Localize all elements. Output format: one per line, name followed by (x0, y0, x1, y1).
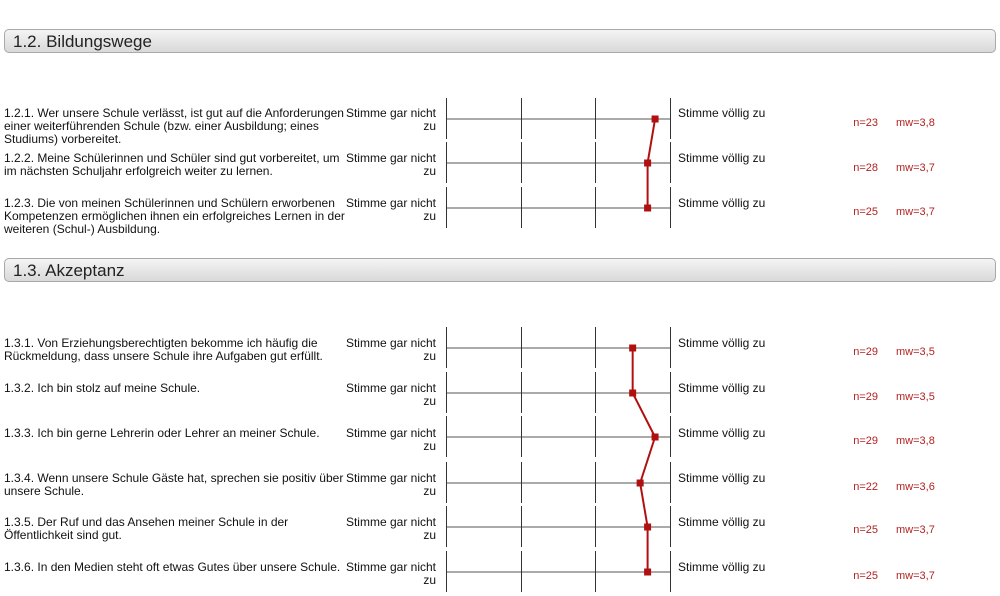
mean-value: mw=3,8 (896, 435, 935, 447)
sample-size: n=25 (853, 206, 878, 218)
section-header-bildungswege[interactable] (4, 29, 996, 53)
mean-line-segment (640, 483, 647, 527)
question-text: 1.2.3. Die von meinen Schülerinnen und Schülern erworbenen Kompetenzen ermöglichen ihnen ein erfolgreiches Lernen in der weiteren (Schul-) Ausbildung. (4, 196, 345, 236)
sample-size: n=29 (853, 346, 878, 358)
mean-value: mw=3,7 (896, 206, 935, 218)
mean-value: mw=3,6 (896, 481, 935, 493)
scale-min-label: Stimme gar nicht zu (345, 471, 436, 498)
section-title: 1.2. Bildungswege (13, 32, 152, 51)
mean-marker (629, 345, 636, 352)
sample-size: n=25 (853, 524, 878, 536)
scale-min-label: Stimme gar nicht zu (345, 196, 436, 223)
mean-line-segment (633, 393, 655, 437)
scale-min-label: Stimme gar nicht zu (345, 515, 436, 542)
scale-min-label: Stimme gar nicht zu (345, 336, 436, 363)
scale-min-label: Stimme gar nicht zu (345, 560, 436, 587)
scale-max-label: Stimme völlig zu (678, 381, 766, 395)
scale-min-label: Stimme gar nicht zu (345, 106, 436, 133)
mean-value: mw=3,5 (896, 391, 935, 403)
sample-size: n=29 (853, 435, 878, 447)
question-text: 1.3.5. Der Ruf und das Ansehen meiner Schule in der Öffentlichkeit sind gut. (4, 515, 289, 542)
sample-size: n=29 (853, 391, 878, 403)
mean-marker (652, 116, 659, 123)
question-text: 1.3.4. Wenn unsere Schule Gäste hat, sprechen sie positiv über unsere Schule. (4, 471, 344, 498)
mean-value: mw=3,7 (896, 524, 935, 536)
question-text: 1.2.1. Wer unsere Schule verlässt, ist gut auf die Anforderungen einer weiterführenden Schule (bzw. einer Ausbildung; eines Studiums) vorbereitet. (4, 106, 344, 146)
mean-marker (629, 390, 636, 397)
scale-max-label: Stimme völlig zu (678, 471, 766, 485)
mean-marker (644, 569, 651, 576)
scale-max-label: Stimme völlig zu (678, 151, 766, 165)
scale-max-label: Stimme völlig zu (678, 426, 766, 440)
scale-max-label: Stimme völlig zu (678, 515, 766, 529)
scale-min-label: Stimme gar nicht zu (345, 151, 436, 178)
mean-value: mw=3,7 (896, 162, 935, 174)
scale-max-label: Stimme völlig zu (678, 106, 766, 120)
scale-max-label: Stimme völlig zu (678, 560, 766, 574)
mean-line-segment (640, 437, 655, 483)
mean-value: mw=3,8 (896, 117, 935, 129)
mean-marker (644, 205, 651, 212)
sample-size: n=23 (853, 117, 878, 129)
question-text: 1.3.3. Ich bin gerne Lehrerin oder Lehrer an meiner Schule. (4, 426, 320, 440)
scale-max-label: Stimme völlig zu (678, 196, 766, 210)
scale-min-label: Stimme gar nicht zu (345, 426, 436, 453)
section-header-akzeptanz[interactable] (4, 258, 996, 282)
question-text: 1.2.2. Meine Schülerinnen und Schüler sind gut vorbereitet, um im nächsten Schuljahr erfolgreich weiter zu lernen. (4, 151, 340, 178)
mean-marker (644, 160, 651, 167)
scale-max-label: Stimme völlig zu (678, 336, 766, 350)
sample-size: n=28 (853, 162, 878, 174)
mean-line-segment (648, 119, 655, 163)
mean-value: mw=3,7 (896, 570, 935, 582)
sample-size: n=22 (853, 481, 878, 493)
mean-marker (637, 480, 644, 487)
mean-marker (644, 524, 651, 531)
section-title: 1.3. Akzeptanz (13, 261, 125, 280)
sample-size: n=25 (853, 570, 878, 582)
question-text: 1.3.1. Von Erziehungsberechtigten bekomme ich häufig die Rückmeldung, dass unsere Schule ihre Aufgaben gut erfüllt. (4, 336, 323, 363)
mean-marker (652, 434, 659, 441)
question-text: 1.3.2. Ich bin stolz auf meine Schule. (4, 381, 201, 395)
scale-min-label: Stimme gar nicht zu (345, 381, 436, 408)
mean-value: mw=3,5 (896, 346, 935, 358)
question-text: 1.3.6. In den Medien steht oft etwas Gutes über unsere Schule. (4, 560, 341, 574)
